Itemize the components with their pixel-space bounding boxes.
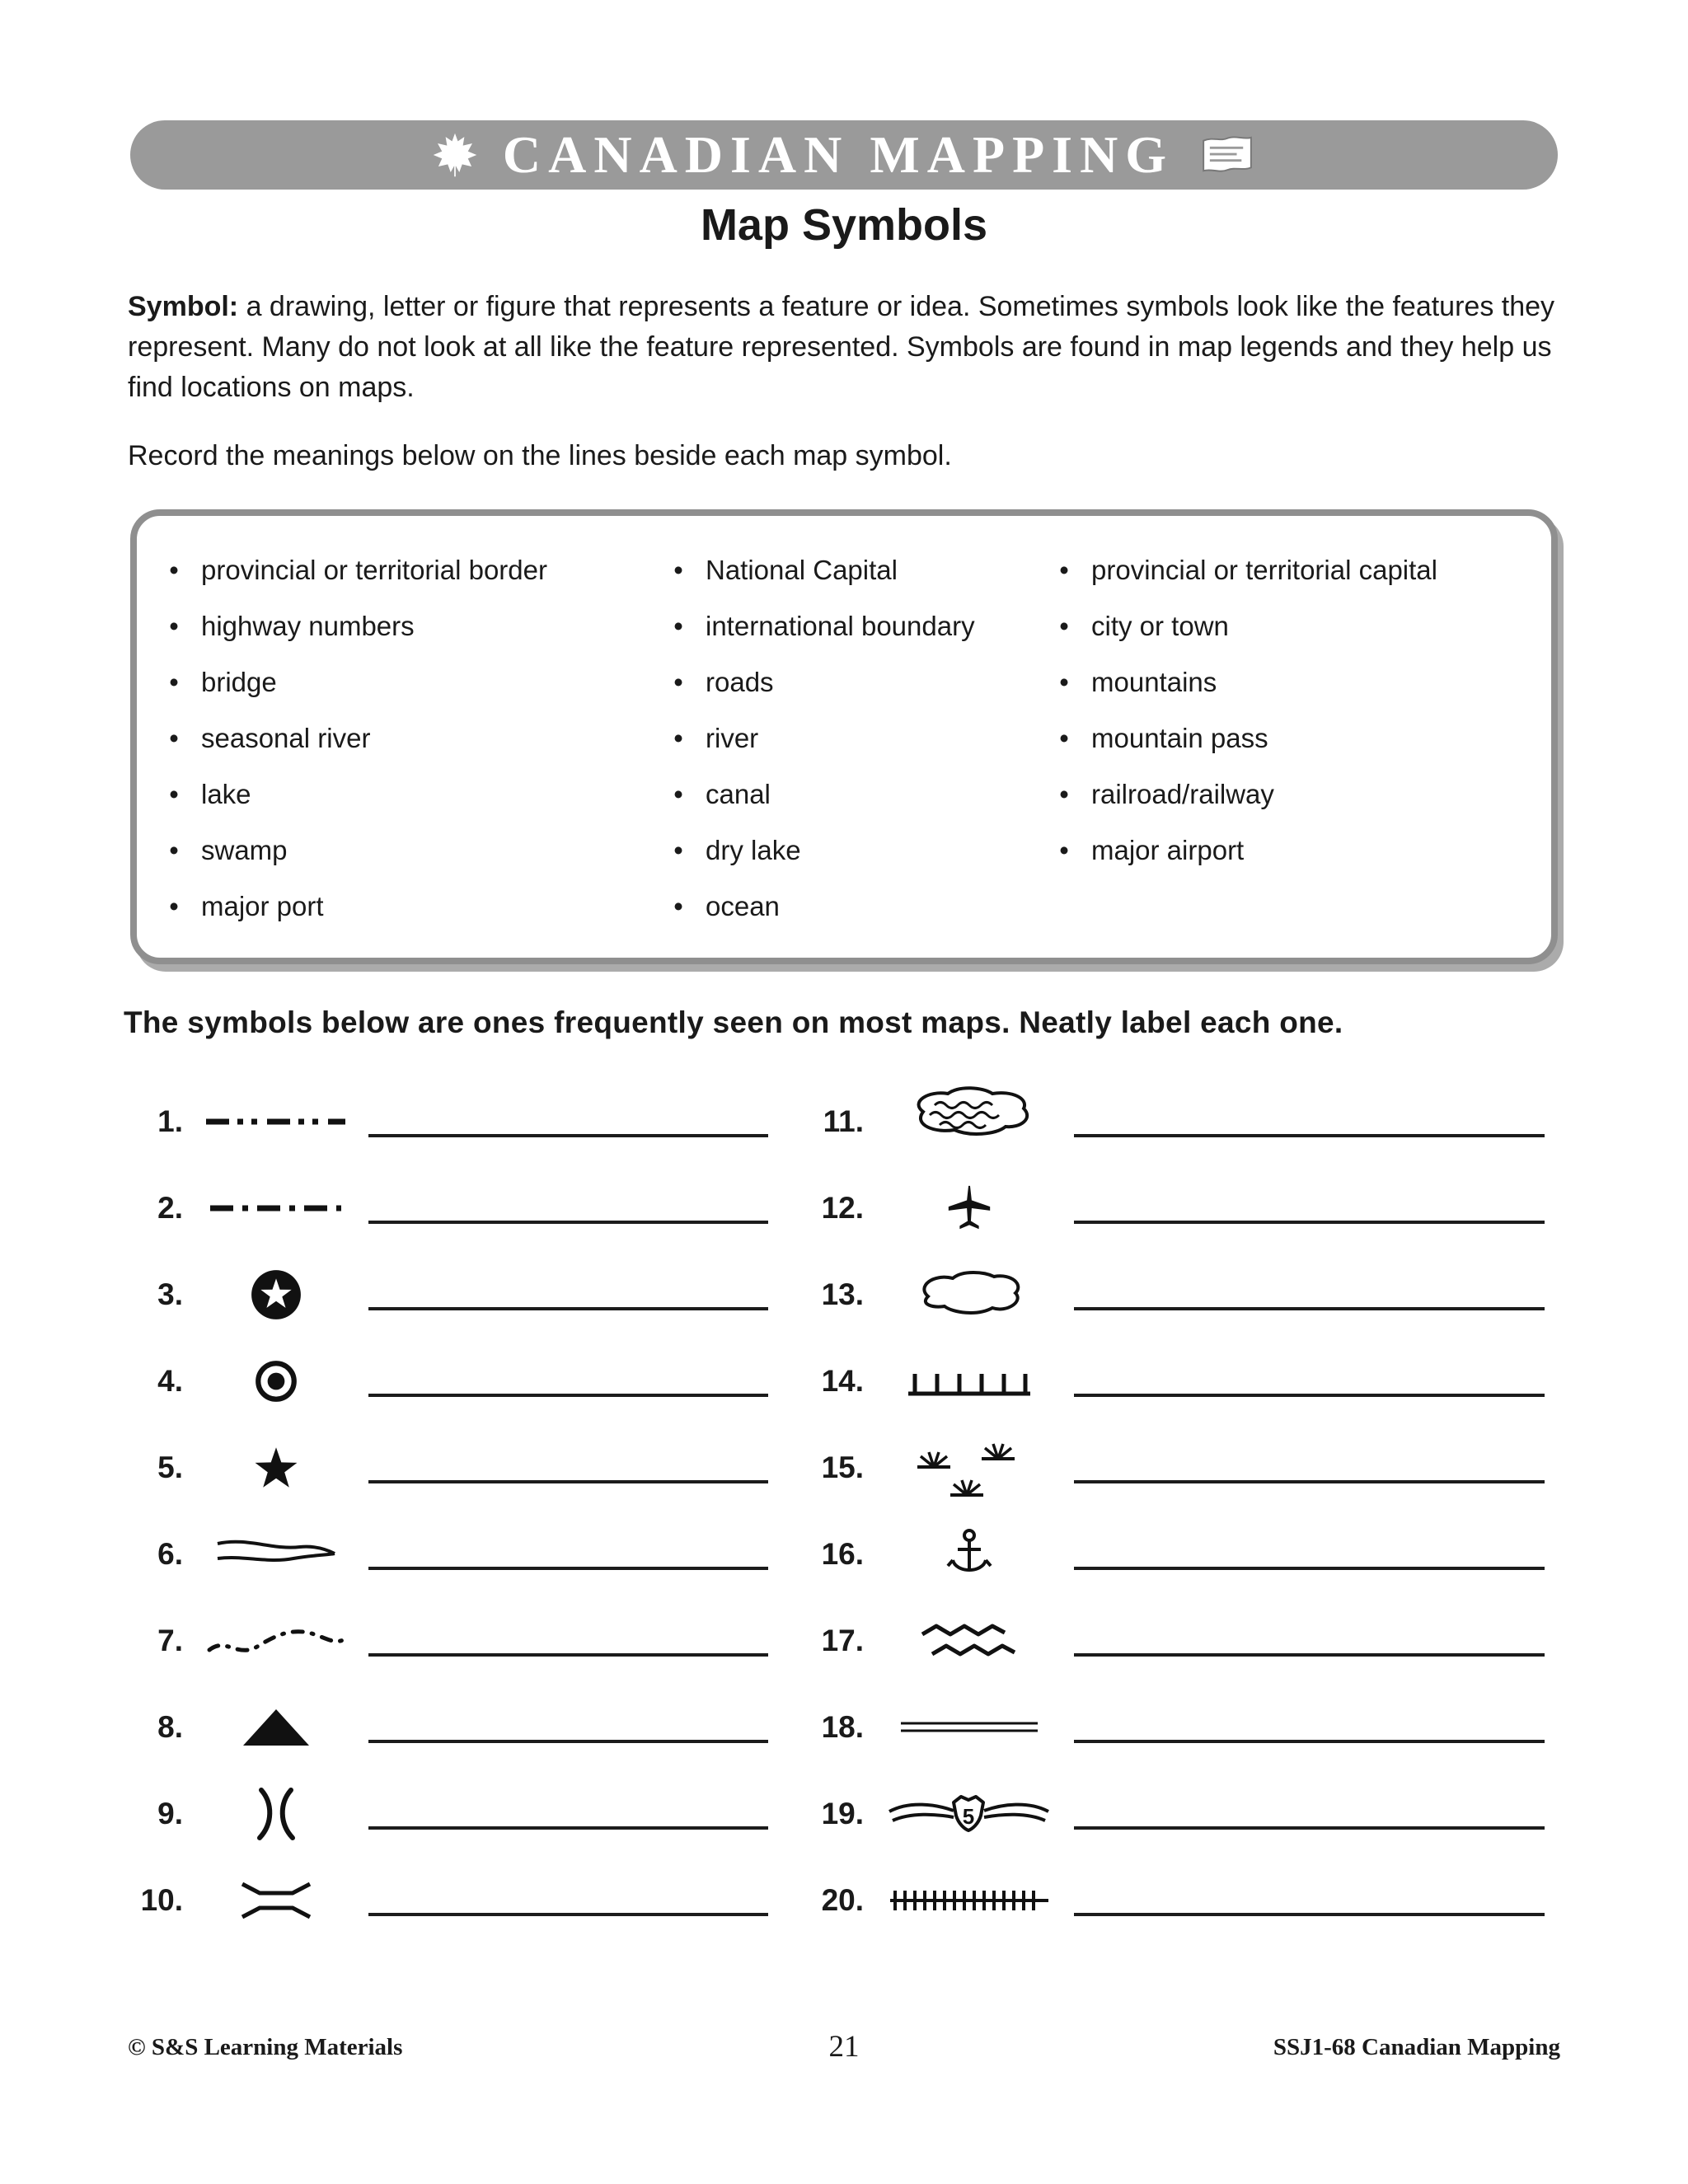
boundary-dash-dot-line-icon: [183, 1201, 368, 1216]
answer-blank-line[interactable]: [1074, 1567, 1545, 1570]
item-number: 1.: [157, 1104, 183, 1138]
word-bank-label: international boundary: [706, 611, 975, 641]
word-bank-label: railroad/railway: [1091, 779, 1274, 809]
footer-product-code: SSJ1-68 Canadian Mapping: [1273, 2034, 1560, 2060]
bullet-icon: •: [169, 611, 179, 641]
answer-blank-line[interactable]: [368, 1480, 768, 1483]
symbol-row: [130, 1597, 773, 1684]
symbol-exercise: [130, 1078, 1550, 1943]
solid-star-icon: [183, 1442, 368, 1493]
airplane-icon: [864, 1183, 1074, 1233]
word-bank-label: provincial or territorial border: [201, 555, 547, 585]
word-bank-label: National Capital: [706, 555, 898, 585]
symbols-instruction: The symbols below are ones frequently seen on most maps. Neatly label each one.: [124, 1005, 1343, 1039]
item-number: 3.: [157, 1277, 183, 1311]
symbol-row: [806, 1078, 1550, 1165]
symbol-row: [130, 1857, 773, 1943]
symbol-row: [130, 1338, 773, 1424]
word-bank-label: city or town: [1091, 611, 1229, 641]
swamp-patch-icon: [864, 1084, 1074, 1160]
bullet-icon: •: [673, 555, 683, 585]
item-number: 16.: [821, 1536, 864, 1571]
word-bank-label: roads: [706, 667, 774, 697]
marsh-tufts-icon: [864, 1434, 1074, 1502]
symbol-row: [130, 1770, 773, 1857]
answer-blank-line[interactable]: [1074, 1480, 1545, 1483]
item-number: 13.: [821, 1277, 864, 1311]
word-bank-item: [163, 542, 668, 598]
bullet-icon: •: [1059, 555, 1069, 585]
symbol-row: [806, 1597, 1550, 1684]
word-bank-item: [163, 823, 668, 879]
bullet-icon: •: [673, 835, 683, 865]
page-footer: [128, 2029, 1560, 2070]
bullet-icon: •: [169, 835, 179, 865]
word-bank-item: [1053, 654, 1540, 710]
bullet-icon: •: [673, 611, 683, 641]
bullet-icon: •: [1059, 611, 1069, 641]
symbol-row: [806, 1770, 1550, 1857]
word-bank-label: bridge: [201, 667, 277, 697]
bullet-icon: •: [673, 891, 683, 921]
item-number: 5.: [157, 1450, 183, 1484]
word-bank-item: [163, 654, 668, 710]
banner-title: CANADIAN MAPPING: [502, 125, 1175, 184]
word-bank-item: [668, 654, 1053, 710]
answer-blank-line[interactable]: [1074, 1221, 1545, 1224]
answer-blank-line[interactable]: [1074, 1913, 1545, 1916]
word-bank-column-1: [163, 542, 668, 935]
answer-blank-line[interactable]: [368, 1653, 768, 1657]
word-bank-item: [1053, 823, 1540, 879]
item-number: 8.: [157, 1709, 183, 1744]
symbol-row: [806, 1857, 1550, 1943]
item-number: 18.: [821, 1709, 864, 1744]
solid-triangle-icon: [183, 1706, 368, 1749]
answer-blank-line[interactable]: [1074, 1134, 1545, 1137]
item-number: 7.: [157, 1623, 183, 1657]
boundary-dash-dot-dot-line-icon: [183, 1114, 368, 1129]
word-bank-label: dry lake: [706, 835, 801, 865]
page-number: 21: [828, 2030, 860, 2064]
symbol-row: [806, 1165, 1550, 1251]
symbol-column-right: [806, 1078, 1550, 1943]
bullet-icon: •: [169, 779, 179, 809]
bullet-icon: •: [1059, 835, 1069, 865]
word-bank-item: [668, 710, 1053, 766]
answer-blank-line[interactable]: [368, 1826, 768, 1830]
item-number: 6.: [157, 1536, 183, 1571]
word-bank-column-2: [668, 542, 1053, 935]
wave-zigzag-lines-icon: [864, 1620, 1074, 1661]
word-bank-item: [668, 823, 1053, 879]
answer-blank-line[interactable]: [1074, 1394, 1545, 1397]
bullet-icon: •: [169, 723, 179, 753]
lake-outline-icon: [864, 1265, 1074, 1324]
symbol-row: [806, 1338, 1550, 1424]
word-bank-label: highway numbers: [201, 611, 415, 641]
item-number: 17.: [821, 1623, 864, 1657]
symbol-row: [130, 1424, 773, 1511]
river-lines-icon: [183, 1530, 368, 1578]
symbol-row: [130, 1251, 773, 1338]
bullet-icon: •: [1059, 779, 1069, 809]
answer-blank-line[interactable]: [1074, 1653, 1545, 1657]
symbol-row: [806, 1511, 1550, 1597]
word-bank-label: major airport: [1091, 835, 1245, 865]
word-bank-item: [668, 766, 1053, 823]
word-bank-item: [163, 710, 668, 766]
item-number: 10.: [140, 1882, 183, 1917]
ticked-baseline-icon: [864, 1362, 1074, 1400]
answer-blank-line[interactable]: [368, 1913, 768, 1916]
bullet-icon: •: [169, 555, 179, 585]
item-number: 19.: [821, 1796, 864, 1830]
symbol-row: [130, 1511, 773, 1597]
item-number: 11.: [823, 1104, 864, 1138]
bullet-icon: •: [1059, 723, 1069, 753]
word-bank-label: seasonal river: [201, 723, 371, 753]
word-bank-item: [163, 598, 668, 654]
symbol-row: [806, 1684, 1550, 1770]
item-number: 12.: [821, 1190, 864, 1225]
word-bank-label: mountain pass: [1091, 723, 1268, 753]
answer-blank-line[interactable]: [368, 1307, 768, 1310]
symbol-row: [130, 1684, 773, 1770]
word-bank-box: [130, 509, 1558, 964]
dotted-wavy-line-icon: [183, 1614, 368, 1668]
answer-blank-line[interactable]: [368, 1221, 768, 1224]
circle-with-dot-icon: [183, 1357, 368, 1405]
item-number: 4.: [157, 1363, 183, 1398]
bridge-flared-lines-icon: [183, 1872, 368, 1929]
page-title: Map Symbols: [700, 200, 988, 250]
bullet-icon: •: [1059, 667, 1069, 697]
symbol-row: [130, 1078, 773, 1165]
scroll-map-icon: [1198, 134, 1256, 176]
symbol-row: [806, 1424, 1550, 1511]
maple-leaf-icon: [432, 132, 478, 178]
word-bank-item: [668, 598, 1053, 654]
symbol-row: [130, 1165, 773, 1251]
answer-blank-line[interactable]: [1074, 1307, 1545, 1310]
bullet-icon: •: [169, 667, 179, 697]
numbered-highway-shield-icon: [864, 1789, 1074, 1839]
word-bank-item: [1053, 766, 1540, 823]
banner: [130, 120, 1558, 190]
word-bank-item: [1053, 598, 1540, 654]
word-bank-item: [668, 879, 1053, 935]
word-bank-item: [668, 542, 1053, 598]
symbol-column-left: [130, 1078, 773, 1943]
bullet-icon: •: [673, 779, 683, 809]
item-number: 14.: [821, 1363, 864, 1398]
word-bank-label: river: [706, 723, 759, 753]
word-bank-label: ocean: [706, 891, 780, 921]
bullet-icon: •: [673, 667, 683, 697]
svg-text:5: 5: [962, 1803, 975, 1829]
word-bank-item: [1053, 542, 1540, 598]
answer-blank-line[interactable]: [1074, 1740, 1545, 1743]
bullet-icon: •: [673, 723, 683, 753]
record-instruction: Record the meanings below on the lines beside each map symbol.: [128, 440, 952, 471]
word-bank-column-3: [1053, 542, 1540, 935]
answer-blank-line[interactable]: [1074, 1826, 1545, 1830]
word-bank-label: major port: [201, 891, 324, 921]
item-number: 2.: [157, 1190, 183, 1225]
opposing-parentheses-icon: [183, 1786, 368, 1842]
answer-blank-line[interactable]: [368, 1567, 768, 1570]
answer-blank-line[interactable]: [368, 1740, 768, 1743]
item-number: 20.: [821, 1882, 864, 1917]
intro-lead: Symbol:: [128, 291, 239, 322]
footer-publisher: © S&S Learning Materials: [128, 2034, 403, 2060]
intro-text: a drawing, letter or figure that represents a feature or idea. Sometimes symbols look like the features they represent. Many do not look at all like the feature represented. Symbols are found in map legends and they help us find locations on maps.: [128, 291, 1555, 403]
answer-blank-line[interactable]: [368, 1134, 768, 1137]
word-bank-label: canal: [706, 779, 771, 809]
railway-track-icon: [864, 1886, 1074, 1915]
word-bank-item: [163, 766, 668, 823]
item-number: 9.: [157, 1796, 183, 1830]
double-parallel-lines-icon: [864, 1719, 1074, 1736]
word-bank-label: lake: [201, 779, 251, 809]
word-bank-item: [163, 879, 668, 935]
word-bank-label: mountains: [1091, 667, 1217, 697]
bullet-icon: •: [169, 891, 179, 921]
word-bank-label: provincial or territorial capital: [1091, 555, 1437, 585]
word-bank-item: [1053, 710, 1540, 766]
anchor-icon: [864, 1527, 1074, 1582]
intro-paragraph: [128, 287, 1568, 408]
answer-blank-line[interactable]: [368, 1394, 768, 1397]
star-in-circle-icon: [183, 1268, 368, 1322]
word-bank-label: swamp: [201, 835, 288, 865]
item-number: 15.: [821, 1450, 864, 1484]
symbol-row: [806, 1251, 1550, 1338]
